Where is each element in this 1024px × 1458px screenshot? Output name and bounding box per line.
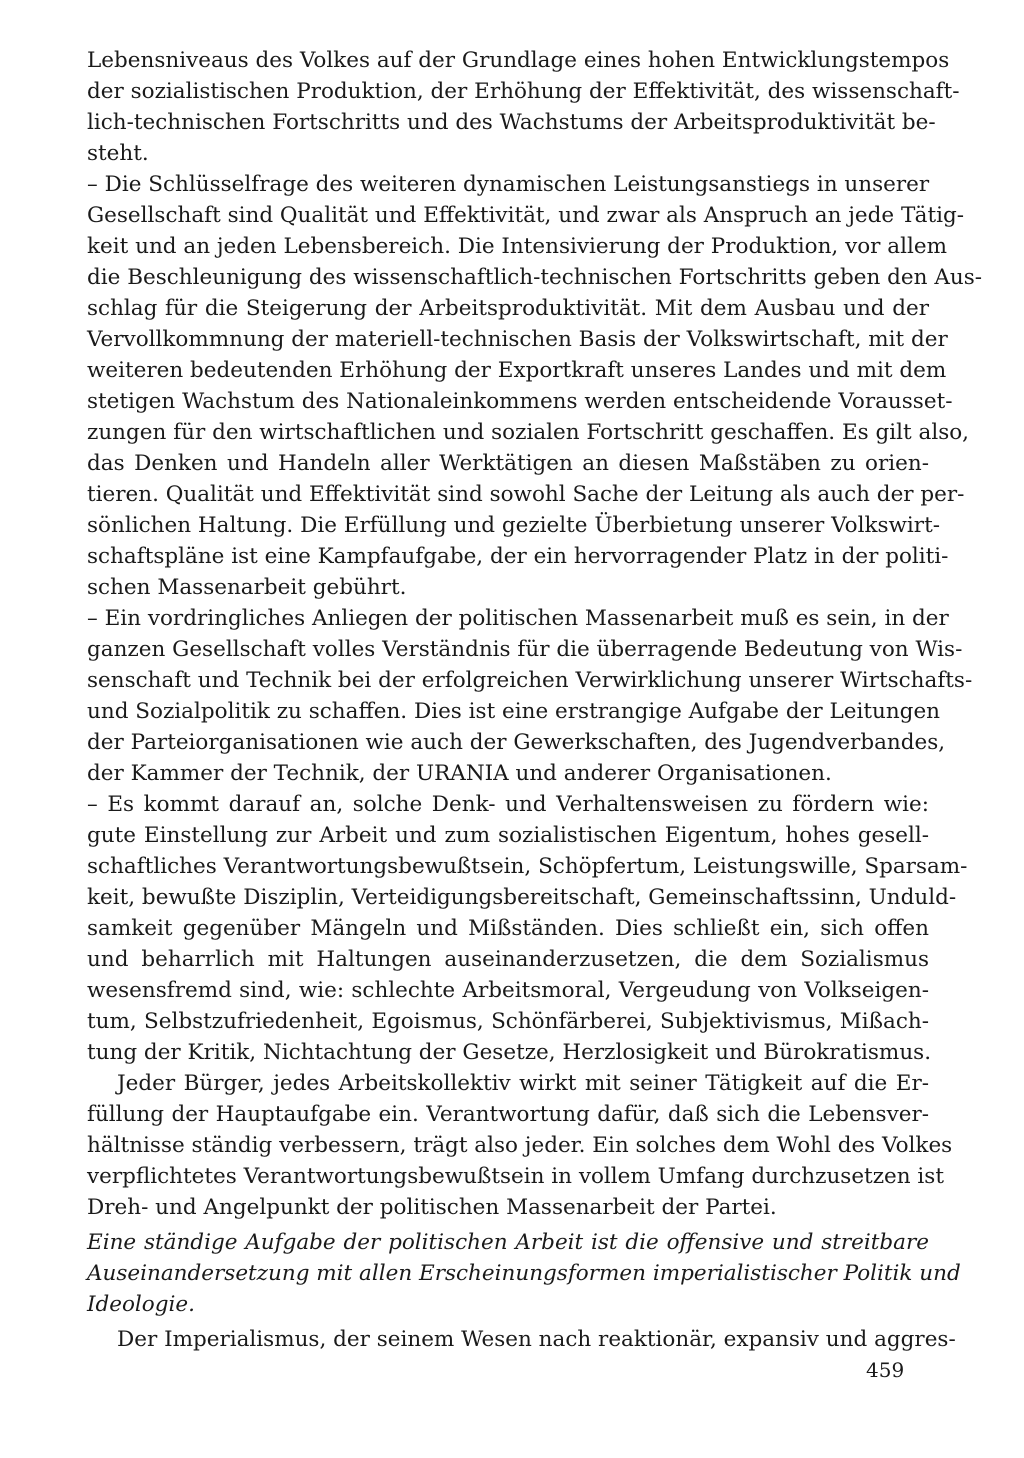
text-line: lich-technischen Fortschritts und des Wachstums der Arbeitsproduktivität be- <box>87 110 936 135</box>
text-line: füllung der Hauptaufgabe ein. Verantwortung dafür, daß sich die Lebensver- <box>87 1102 929 1127</box>
text-line: und Sozialpolitik zu schaffen. Dies ist eine erstrangige Aufgabe der Leitungen <box>87 699 941 724</box>
text-line: Ideologie. <box>87 1292 195 1317</box>
text-line: tung der Kritik, Nichtachtung der Gesetze, Herzlosigkeit und Bürokratismus. <box>87 1040 932 1065</box>
text-line: senschaft und Technik bei der erfolgreichen Verwirklichung unserer Wirtschafts- <box>87 668 973 693</box>
text-line: Lebensniveaus des Volkes auf der Grundlage eines hohen Entwicklungstempos <box>87 48 950 73</box>
text-line: steht. <box>87 141 149 166</box>
text-line: – Die Schlüsselfrage des weiteren dynamischen Leistungsanstiegs in unserer <box>87 172 930 197</box>
text-line: wesensfremd sind, wie: schlechte Arbeitsmoral, Vergeudung von Volkseigen- <box>87 978 929 1003</box>
text-line: Dreh- und Angelpunkt der politischen Massenarbeit der Partei. <box>87 1195 777 1220</box>
text-line: Eine ständige Aufgabe der politischen Arbeit ist die offensive und streitbare <box>87 1230 929 1255</box>
text-line: Jeder Bürger, jedes Arbeitskollektiv wirkt mit seiner Tätigkeit auf die Er- <box>117 1071 929 1096</box>
text-line: die Beschleunigung des wissenschaftlich-technischen Fortschritts geben den Aus- <box>87 265 983 290</box>
text-line: Vervollkommnung der materiell-technischen Basis der Volkswirtschaft, mit der <box>87 327 948 352</box>
text-line: schaftspläne ist eine Kampfaufgabe, der ein hervorragender Platz in der politi- <box>87 544 949 569</box>
text-line: zungen für den wirtschaftlichen und sozialen Fortschritt geschaffen. Es gilt also, <box>87 420 970 445</box>
text-line: – Es kommt darauf an, solche Denk- und Verhaltensweisen zu fördern wie: <box>87 792 929 817</box>
paragraph <box>87 603 973 789</box>
text-line: hältnisse ständig verbessern, trägt also jeder. Ein solches dem Wohl des Volkes <box>87 1133 953 1158</box>
paragraph <box>87 1227 961 1320</box>
text-line: Auseinandersetzung mit allen Erscheinungsformen imperialistischer Politik und <box>87 1261 961 1286</box>
page-text <box>87 45 983 1355</box>
text-line: keit, bewußte Disziplin, Verteidigungsbereitschaft, Gemeinschaftssinn, Unduld- <box>87 885 957 910</box>
paragraph <box>87 1324 956 1355</box>
text-line: samkeit gegenüber Mängeln und Mißständen. Dies schließt ein, sich offen <box>87 916 929 941</box>
text-line: das Denken und Handeln aller Werktätigen an diesen Maßstäben zu orien- <box>87 451 929 476</box>
text-line: Gesellschaft sind Qualität und Effektivität, und zwar als Anspruch an jede Tätig- <box>87 203 965 228</box>
text-line: schen Massenarbeit gebührt. <box>87 575 407 600</box>
text-line: keit und an jeden Lebensbereich. Die Intensivierung der Produktion, vor allem <box>87 234 947 259</box>
paragraph <box>87 789 968 1068</box>
text-line: schlag für die Steigerung der Arbeitsproduktivität. Mit dem Ausbau und der <box>87 296 929 321</box>
text-line: der Parteiorganisationen wie auch der Gewerkschaften, des Jugendverbandes, <box>87 730 946 755</box>
text-line: tum, Selbstzufriedenheit, Egoismus, Schönfärberei, Subjektivismus, Mißach- <box>87 1009 929 1034</box>
text-line: der sozialistischen Produktion, der Erhöhung der Effektivität, des wissenschaft- <box>87 79 960 104</box>
paragraph <box>87 1068 953 1223</box>
text-line: weiteren bedeutenden Erhöhung der Exportkraft unseres Landes und mit dem <box>87 358 947 383</box>
text-line: tieren. Qualität und Effektivität sind sowohl Sache der Leitung als auch der per- <box>87 482 965 507</box>
paragraph <box>87 45 960 169</box>
text-line: gute Einstellung zur Arbeit und zum sozialistischen Eigentum, hohes gesell- <box>87 823 929 848</box>
text-line: der Kammer der Technik, der URANIA und anderer Organisationen. <box>87 761 832 786</box>
text-line: sönlichen Haltung. Die Erfüllung und gezielte Überbietung unserer Volkswirt- <box>87 513 940 538</box>
text-line: und beharrlich mit Haltungen auseinanderzusetzen, die dem Sozialismus <box>87 947 929 972</box>
text-line: stetigen Wachstum des Nationaleinkommens werden entscheidende Vorausset- <box>87 389 953 414</box>
text-line: verpflichtetes Verantwortungsbewußtsein in vollem Umfang durchzusetzen ist <box>87 1164 944 1189</box>
text-line: Der Imperialismus, der seinem Wesen nach reaktionär, expansiv und aggres- <box>117 1327 956 1352</box>
text-line: ganzen Gesellschaft volles Verständnis für die überragende Bedeutung von Wis- <box>87 637 963 662</box>
paragraph <box>87 169 983 603</box>
page-number: 459 <box>866 1358 905 1382</box>
text-line: – Ein vordringliches Anliegen der politischen Massenarbeit muß es sein, in der <box>87 606 949 631</box>
text-line: schaftliches Verantwortungsbewußtsein, Schöpfertum, Leistungswille, Sparsam- <box>87 854 968 879</box>
